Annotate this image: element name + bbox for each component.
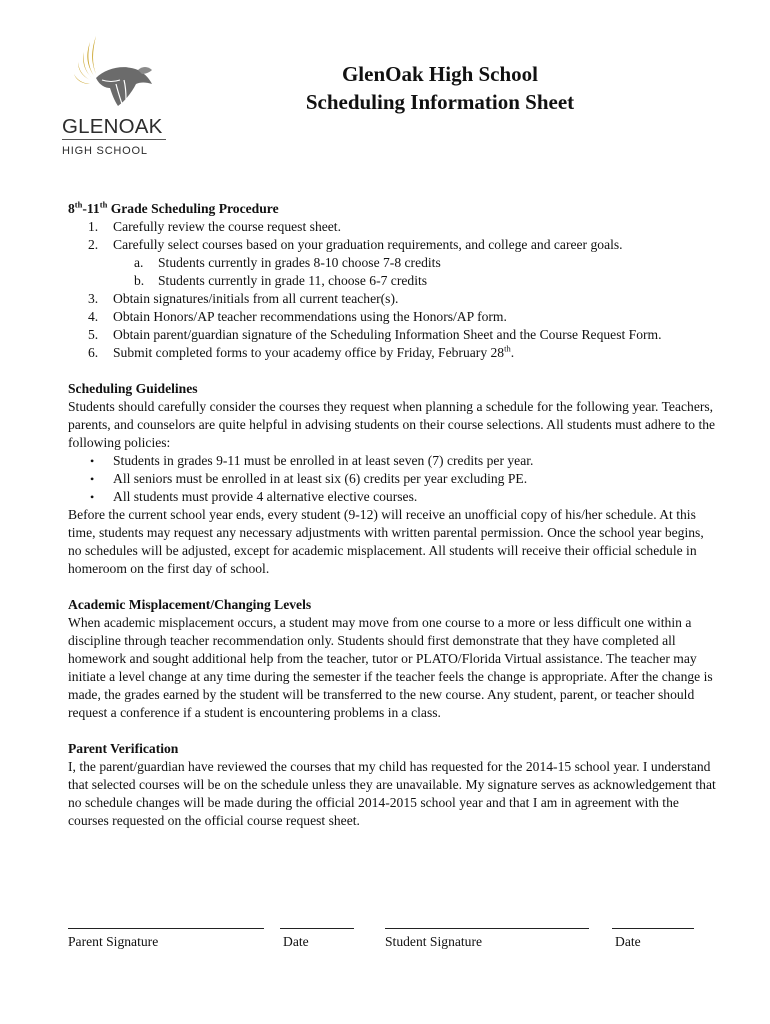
title-school: GlenOak High School <box>341 62 539 86</box>
student-signature-label: Student Signature <box>385 934 483 949</box>
step-number: 2. <box>88 237 99 252</box>
step-sup: th <box>504 343 511 354</box>
bullet-text: Students in grades 9-11 must be enrolled in at least seven (7) credits per year. <box>113 453 534 468</box>
procedure-substep <box>68 272 718 290</box>
student-date-label: Date <box>615 934 641 949</box>
policy-bullet <box>68 452 718 470</box>
document-body <box>68 200 718 830</box>
substep-letter: a. <box>134 255 144 270</box>
signature-line <box>385 928 589 929</box>
procedure-step <box>68 218 718 236</box>
heading-sup-1: th <box>74 199 83 210</box>
guidelines-closing: Before the current school year ends, every student (9-12) will receive an unofficial copy of his/her schedule. At this time, students may request any necessary adjustments with written parental permission. Once the school year begins, no schedules will be adjusted, except for academic misplacement. All students will receive their official schedule in homeroom on the first day of school. <box>68 507 704 576</box>
bullet-icon: • <box>90 454 95 468</box>
eagle-logo-icon <box>66 34 158 114</box>
step-text-end: . <box>510 345 515 360</box>
step-text: Submit completed forms to your academy office by Friday, February 28 <box>113 345 505 360</box>
misplacement-heading: Academic Misplacement/Changing Levels <box>68 597 312 612</box>
signature-line <box>280 928 354 929</box>
logo-subtitle: HIGH SCHOOL <box>62 145 148 157</box>
step-text: Obtain signatures/initials from all current teacher(s). <box>113 291 399 306</box>
student-date-field[interactable] <box>612 928 694 951</box>
bullet-text: All students must provide 4 alternative elective courses. <box>113 489 418 504</box>
procedure-step <box>68 290 718 308</box>
guidelines-heading: Scheduling Guidelines <box>68 381 198 396</box>
step-number: 3. <box>88 291 99 306</box>
step-number: 4. <box>88 309 99 324</box>
parent-signature-label: Parent Signature <box>68 934 159 949</box>
step-number: 5. <box>88 327 99 342</box>
school-logo <box>58 34 170 157</box>
signature-line <box>612 928 694 929</box>
bullet-icon: • <box>90 490 95 504</box>
student-signature-field[interactable] <box>385 928 589 951</box>
bullet-text: All seniors must be enrolled in at least six (6) credits per year excluding PE. <box>113 471 528 486</box>
heading-rest: Grade Scheduling Procedure <box>107 201 279 216</box>
bullet-icon: • <box>90 472 95 486</box>
policy-bullet <box>68 488 718 506</box>
logo-divider <box>62 139 166 140</box>
step-text: Carefully select courses based on your graduation requirements, and college and career goals. <box>113 237 623 252</box>
substep-text: Students currently in grades 8-10 choose 7-8 credits <box>158 255 441 270</box>
step-text: Obtain Honors/AP teacher recommendations using the Honors/AP form. <box>113 309 507 324</box>
parent-signature-field[interactable] <box>68 928 264 951</box>
step-number: 1. <box>88 219 99 234</box>
procedure-step <box>68 308 718 326</box>
procedure-heading <box>68 200 718 218</box>
substep-text: Students currently in grade 11, choose 6-7 credits <box>158 273 428 288</box>
page-title <box>240 60 640 116</box>
procedure-step <box>68 344 718 362</box>
title-sheet: Scheduling Information Sheet <box>305 90 575 114</box>
signature-row <box>0 928 770 958</box>
parent-date-label: Date <box>283 934 309 949</box>
signature-line <box>68 928 264 929</box>
verification-body: I, the parent/guardian have reviewed the courses that my child has requested for the 2014-15 school year. I understand that selected courses will be on the schedule unless they are unavailable. My signature serves as acknowledgement that no schedule changes will be made during the official 2014-2015 school year and that I am in agreement with the courses requested on the official course request sheet. <box>68 759 716 828</box>
heading-grade-start: 8 <box>68 201 75 216</box>
step-text: Obtain parent/guardian signature of the Scheduling Information Sheet and the Course Request Form. <box>113 327 662 342</box>
procedure-step <box>68 236 718 254</box>
heading-sup-2: th <box>99 199 108 210</box>
parent-date-field[interactable] <box>280 928 354 951</box>
logo-school-name: GLENOAK <box>62 115 163 138</box>
heading-grade-end: -11 <box>82 201 100 216</box>
step-number: 6. <box>88 345 99 360</box>
verification-heading: Parent Verification <box>68 741 179 756</box>
guidelines-intro: Students should carefully consider the courses they request when planning a schedule for the following year. Teachers, parents, and counselors are quite helpful in advising students on their course selections. All students must adhere to the following policies: <box>68 399 716 450</box>
substep-letter: b. <box>134 273 145 288</box>
procedure-step <box>68 326 718 344</box>
procedure-substep <box>68 254 718 272</box>
misplacement-body: When academic misplacement occurs, a student may move from one course to a more or less difficult one within a discipline through teacher recommendation only. Students should first demonstrate that they have completed all homework and sought additional help from the teacher, tutor or PLATO/Florida Virtual assistance. The teacher may initiate a level change at any time during the semester if the teacher feels the change is appropriate. After the change is made, the grades earned by the student will be transferred to the new course. Any student, parent, or teacher should request a conference if a student is encountering problems in a class. <box>68 615 713 720</box>
policy-bullet <box>68 470 718 488</box>
step-text: Carefully review the course request sheet. <box>113 219 341 234</box>
